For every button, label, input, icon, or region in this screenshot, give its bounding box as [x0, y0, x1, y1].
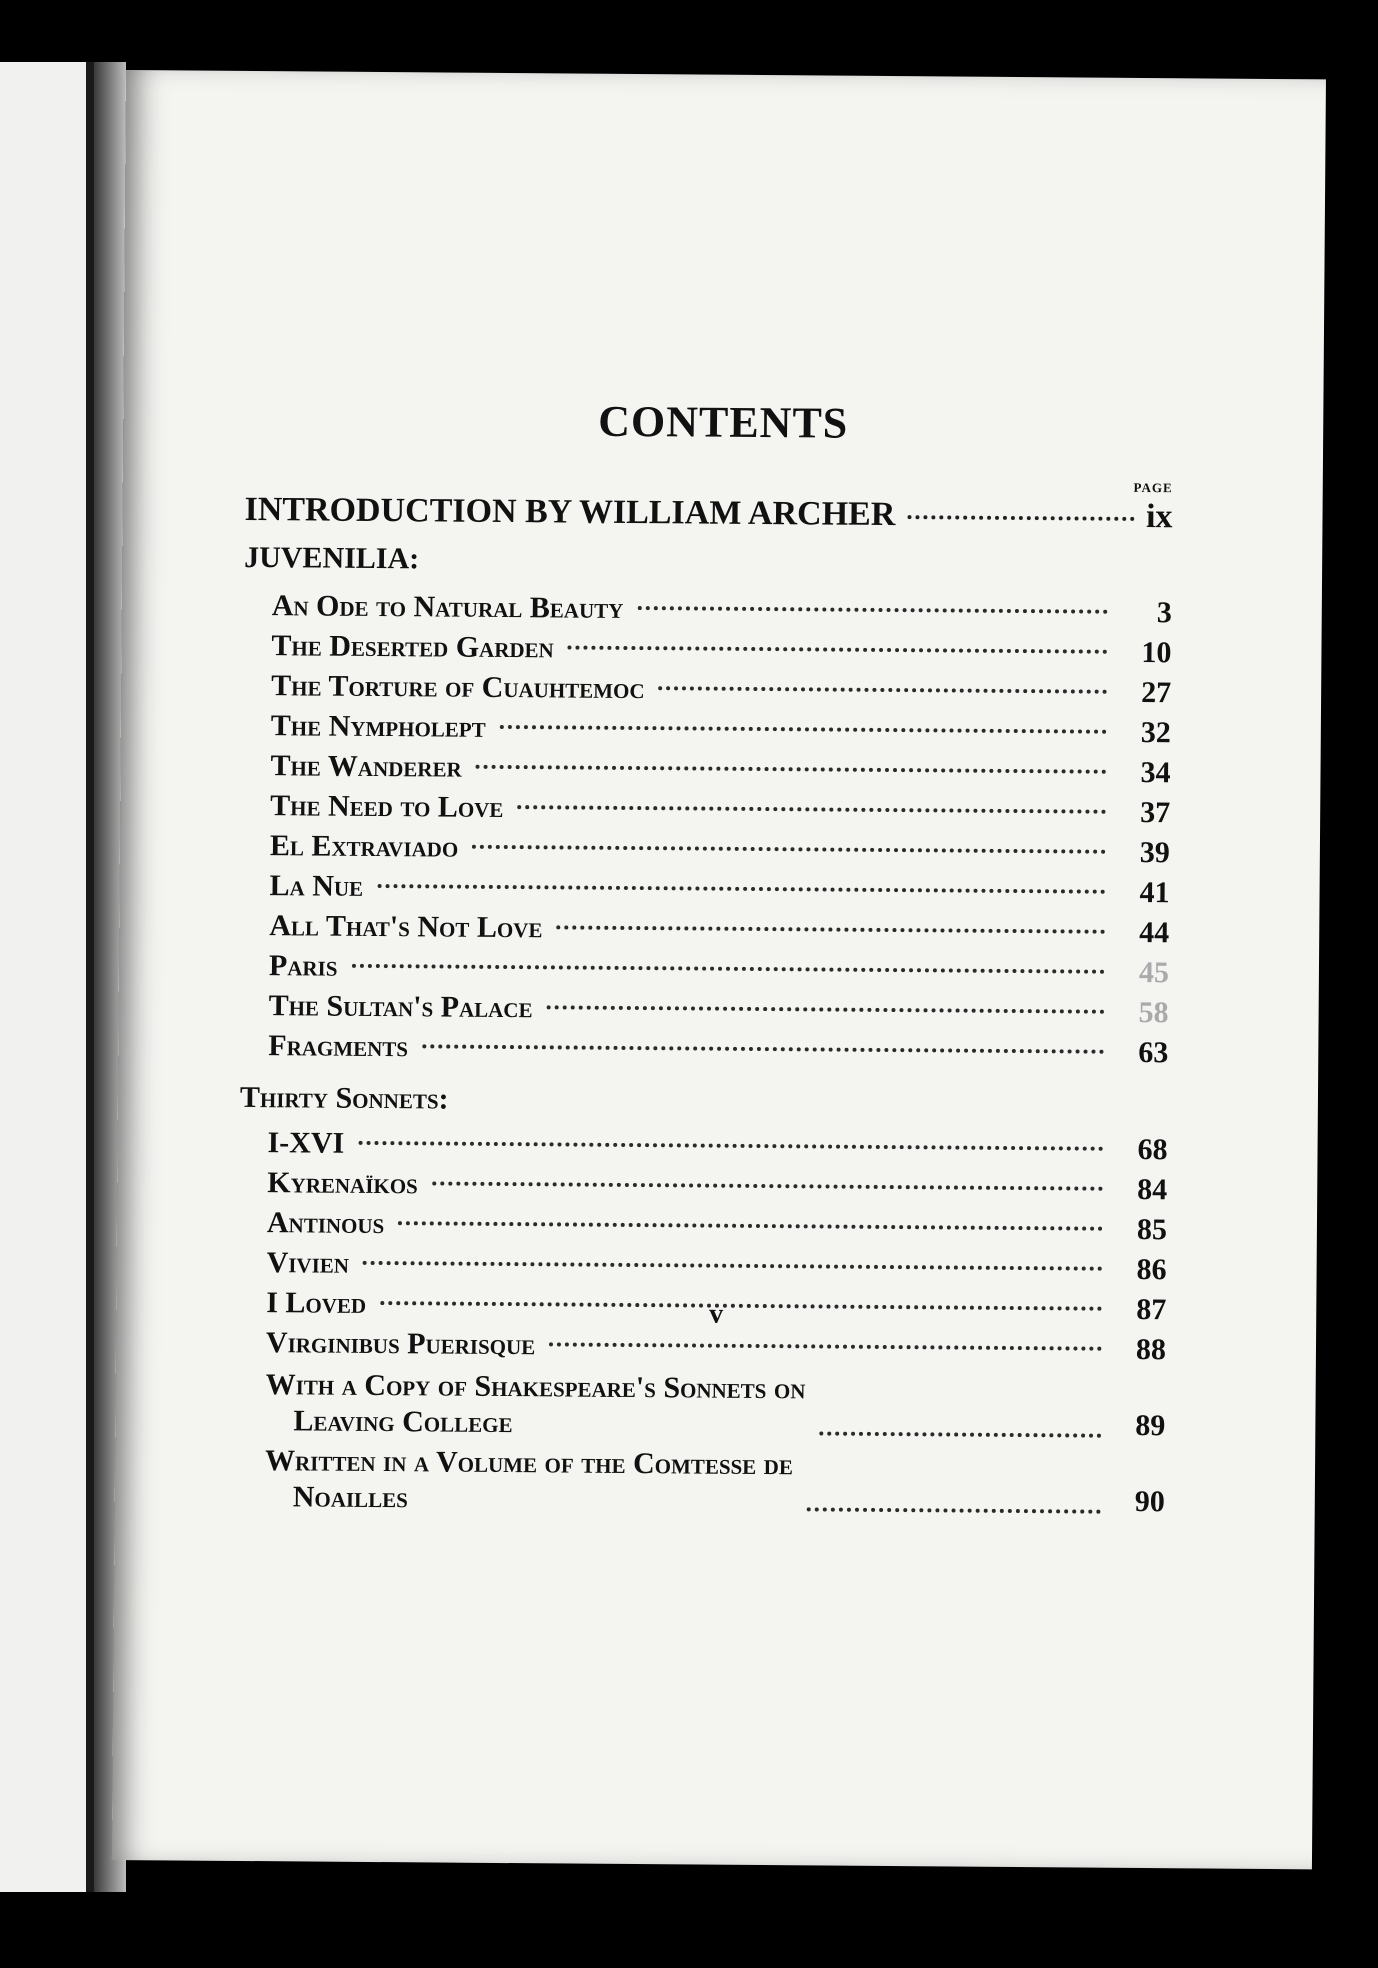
entry-page: 3 [1156, 596, 1172, 630]
entry-page: 41 [1139, 875, 1170, 910]
introduction-entry [244, 491, 1172, 536]
juvenilia-entries [268, 586, 1172, 1073]
entry-title-continuation: Leaving College [293, 1404, 513, 1440]
toc-entry [271, 706, 1171, 753]
entry-page: 27 [1141, 675, 1172, 710]
gutter-line [86, 62, 94, 1892]
page-column-label: PAGE [1133, 479, 1173, 496]
entry-title: La Nue [269, 869, 364, 903]
entry-title: I Loved [266, 1286, 367, 1320]
toc-entry [271, 666, 1171, 713]
page-folio: v [709, 1298, 724, 1330]
entry-title-block [265, 1367, 805, 1443]
toc-entry [267, 1203, 1167, 1250]
entry-page: 86 [1136, 1252, 1167, 1287]
entry-title: The Sultan's Palace [268, 989, 533, 1025]
introduction-title: INTRODUCTION BY WILLIAM ARCHER [244, 490, 896, 534]
entry-page: 58 [1138, 995, 1169, 1030]
entry-title: El Extraviado [269, 829, 459, 864]
entry-title: Written in a Volume of the Comtesse de [264, 1444, 794, 1482]
toc-entry [270, 826, 1170, 873]
section-title-juvenilia: JUVENILIA: [244, 540, 420, 576]
entry-title: Kyrenaïkos [267, 1166, 418, 1201]
dot-leader [398, 1221, 1103, 1231]
dot-leader [549, 1342, 1102, 1350]
dot-leader [568, 645, 1108, 653]
toc-entry [267, 1123, 1167, 1170]
dot-leader [907, 515, 1134, 521]
toc-entry [267, 1163, 1167, 1210]
entry-page: 89 [1135, 1408, 1166, 1443]
introduction-page: ix [1145, 498, 1173, 536]
entry-page: 34 [1140, 755, 1171, 790]
page-heading: CONTENTS [598, 396, 849, 448]
contents-page [112, 70, 1326, 1869]
entry-title: The Torture of Cuauhtemoc [271, 669, 645, 706]
toc-entry [268, 986, 1168, 1033]
entry-page: 63 [1138, 1035, 1169, 1070]
toc-entry [269, 946, 1169, 993]
entry-title: Antinous [266, 1206, 385, 1241]
dot-leader [363, 1261, 1103, 1271]
entry-page: 32 [1140, 715, 1171, 750]
dot-leader [547, 1005, 1105, 1013]
toc-entry [270, 786, 1170, 833]
left-page-edge [0, 62, 126, 1892]
dot-leader [351, 964, 1104, 974]
dot-leader [358, 1141, 1103, 1151]
entry-page: 90 [1134, 1484, 1165, 1519]
dot-leader [432, 1181, 1103, 1190]
entry-title-block [265, 1443, 793, 1519]
entry-title: The Nympholept [270, 709, 486, 744]
entry-title: Paris [268, 949, 338, 983]
entry-page: 88 [1135, 1332, 1167, 1367]
dot-leader [819, 1431, 1101, 1437]
dot-leader [500, 725, 1107, 734]
dot-leader [517, 805, 1106, 814]
entry-title: Virginibus Puerisque [265, 1326, 536, 1362]
toc-entry [265, 1363, 1166, 1446]
entry-title: All That's Not Love [269, 909, 543, 945]
entry-title: With a Copy of Shakespeare's Sonnets on [265, 1368, 806, 1406]
entry-page: 85 [1136, 1212, 1168, 1247]
dot-leader [807, 1507, 1101, 1513]
toc-entry [266, 1243, 1166, 1290]
toc-entry [265, 1439, 1166, 1522]
entry-title: The Deserted Garden [271, 629, 554, 665]
dot-leader [556, 925, 1105, 933]
entry-page: 45 [1138, 955, 1170, 990]
entry-title: Fragments [268, 1029, 409, 1064]
dot-leader [659, 686, 1108, 694]
section-title-thirty-sonnets: Thirty Sonnets: [239, 1080, 449, 1116]
entry-title: The Wanderer [270, 749, 462, 784]
toc-entry [269, 906, 1169, 953]
entry-page: 39 [1139, 835, 1171, 870]
entry-page: 10 [1141, 635, 1172, 670]
entry-page: 84 [1137, 1172, 1168, 1207]
dot-leader [476, 765, 1107, 774]
dot-leader [422, 1044, 1104, 1053]
dot-leader [472, 845, 1106, 854]
entry-title: The Need to Love [270, 789, 504, 824]
entry-title: Vivien [266, 1246, 350, 1280]
toc-entry [270, 746, 1170, 793]
toc-entry [269, 866, 1169, 913]
dot-leader [377, 884, 1105, 894]
toc-entry [268, 1026, 1168, 1073]
entry-title: An Ode to Natural Beauty [271, 589, 624, 625]
entry-page: 37 [1140, 795, 1171, 830]
entry-page: 44 [1139, 915, 1170, 950]
entry-title: I-XVI [267, 1126, 345, 1160]
entry-title-continuation: Noailles [292, 1480, 408, 1515]
toc-entry [271, 626, 1171, 673]
entry-page: 87 [1136, 1292, 1167, 1327]
toc-entry [272, 586, 1172, 633]
dot-leader [637, 606, 1107, 614]
entry-page: 68 [1137, 1132, 1168, 1167]
